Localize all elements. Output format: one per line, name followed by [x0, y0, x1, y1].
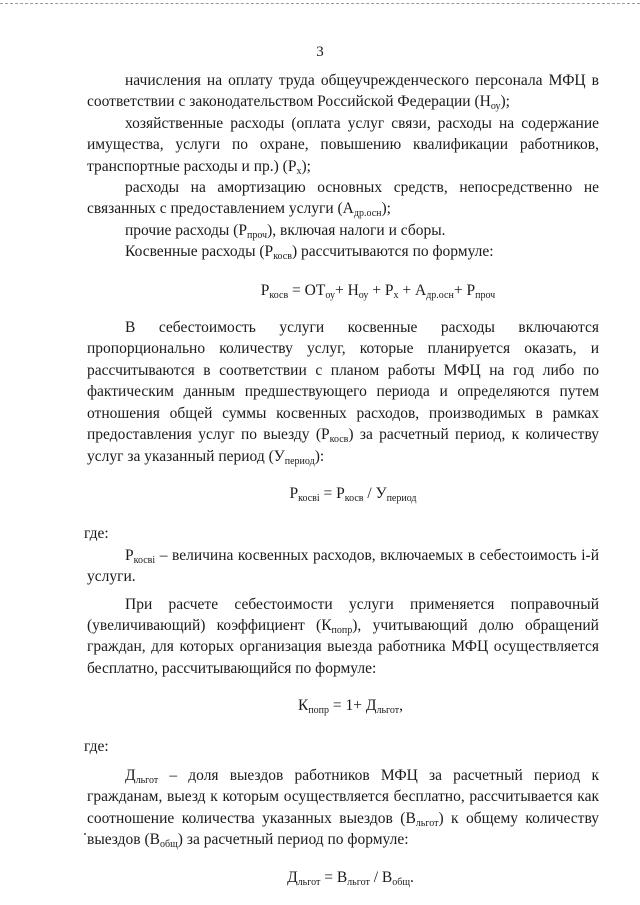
- scan-speck: [84, 833, 86, 835]
- paragraph-cost-allocation: В себестоимость услуги косвенные расходы включаются пропорционально количеству услуг, которые планируется оказать, и рассчитываются в соответствии с планом работы МФЦ на год либо по фактическим данным предшествующего периода и определяются путем отношения общей суммы косвенных расходов, производимых в рамках предоставления услуг по выезду $(Р_{косв})$ за расчетный период, к количеству услуг за указанный период $(У_{период})$:: [87, 319, 599, 467]
- paragraph-correction-coefficient: При расчете себестоимости услуги применяется поправочный (увеличивающий) коэффициент $(К_{попр})$, учитывающий долю обращений граждан, для которых организация выезда работника МФЦ осуществляется бесплатно, рассчитывающийся по формуле:: [87, 595, 599, 677]
- formula-indirect-costs: $Р_{косв} = ОТ_{оу}+ Н_{оу} + Р_х + А_{др.осн}+ Р_{проч}$: [260, 281, 496, 301]
- page-number: 3: [316, 44, 324, 60]
- scan-top-edge: [0, 3, 640, 4]
- paragraph-indirect-intro: Косвенные расходы $(Р_{косв})$ рассчитываются по формуле:: [125, 243, 494, 263]
- paragraph-household-expenses: хозяйственные расходы (оплата услуг связи, расходы на содержание имущества, услуги по охране, повышению квалификации работников, транспортные расходы и пр.) $(Р_х)$;: [87, 114, 599, 177]
- where-label-2: где:: [84, 737, 109, 755]
- definition-indirect-per-service: $Р_{косвi}$ – величина косвенных расходов, включаемых в себестоимость i-й услуги.: [87, 546, 599, 586]
- paragraph-other-expenses: прочие расходы $(Р_{проч})$, включая налоги и сборы.: [125, 221, 446, 241]
- document-body: [84, 70, 599, 888]
- paragraph-depreciation: расходы на амортизацию основных средств, непосредственно не связанных с предоставлением услуги $(А_{др.осн})$;: [87, 179, 599, 220]
- formula-preferential-share: $Д_{льгот} = В_{льгот} / В_{общ}$.: [287, 868, 414, 888]
- definition-preferential-share: $Д_{льгот}$ – доля выездов работников МФЦ за расчетный период к гражданам, выезд к которым осуществляется бесплатно, рассчитывается как соотношение количества указанных выездов $(В_{льгот})$ к общему количеству выездов $(В_{общ})$ за расчетный период по формуле:: [87, 766, 599, 851]
- formula-indirect-per-service: $Р_{косвi} = Р_{косв} / У_{период}$: [289, 484, 417, 504]
- where-label-1: где:: [84, 525, 109, 543]
- paragraph-payroll-charges: начисления на оплату труда общеучрежденческого персонала МФЦ в соответствии с законодательством Российской Федерации $(Н_{оу})$;: [87, 72, 599, 113]
- formula-correction-coefficient: $К_{попр} = 1+ Д_{льгот}$,: [297, 697, 403, 717]
